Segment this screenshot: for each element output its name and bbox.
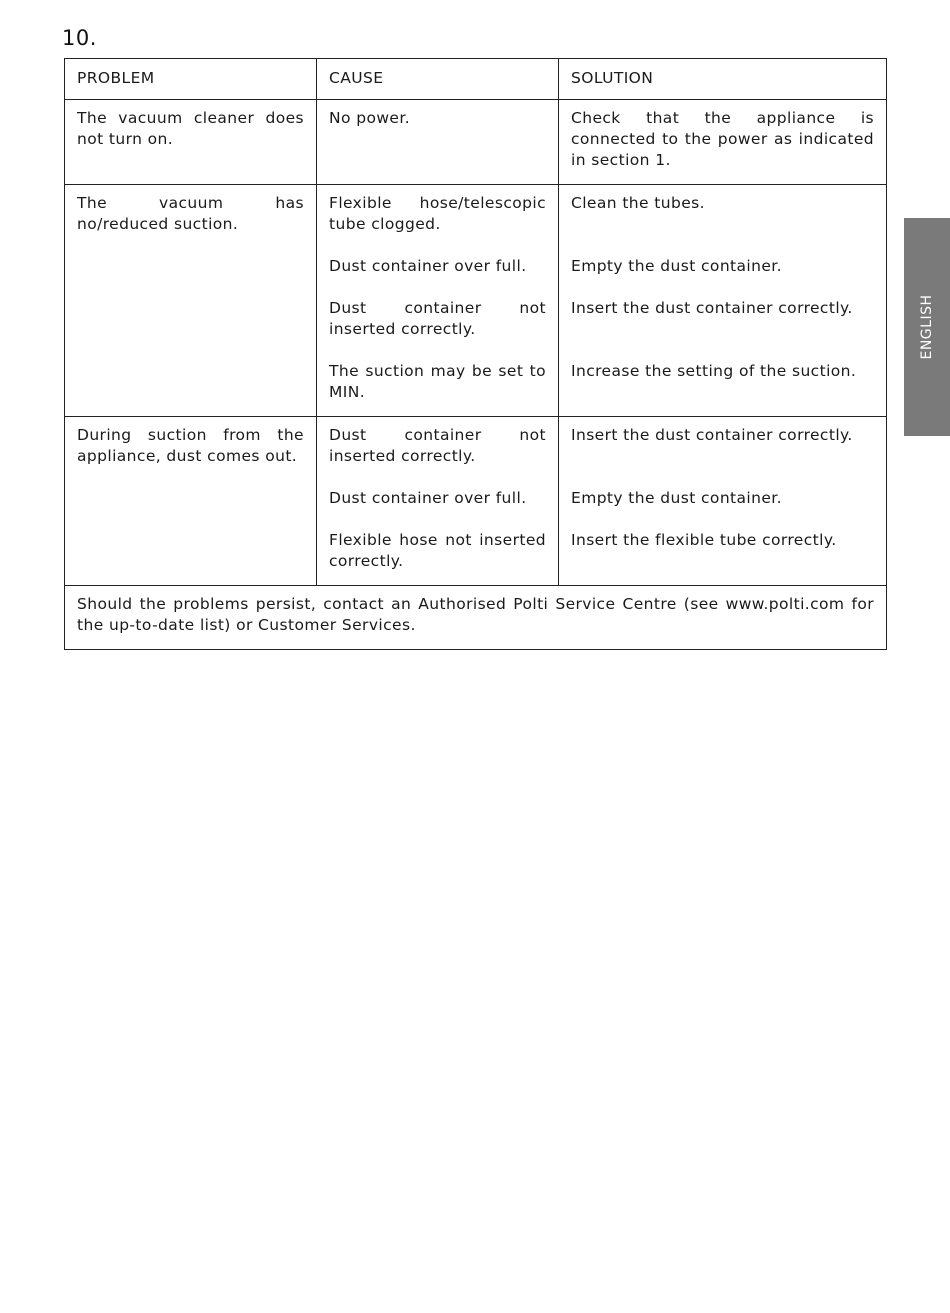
table-row [65, 100, 887, 185]
solution-item: Empty the dust container. [571, 257, 782, 275]
cause-cell [317, 100, 559, 185]
solution-item: Check that the appliance is connected to the power as indicated in section 1. [571, 109, 874, 169]
problem-text: The vacuum cleaner does not turn on. [77, 109, 304, 148]
problem-cell [65, 100, 317, 185]
problem-cell [65, 417, 317, 586]
header-problem: PROBLEM [65, 59, 317, 100]
table-footer-row [65, 586, 887, 650]
cause-item: Flexible hose/telescopic tube clogged. [329, 194, 546, 233]
table-header-row [65, 59, 887, 100]
solution-cell [559, 417, 887, 586]
problem-cell [65, 185, 317, 417]
header-solution: SOLUTION [559, 59, 887, 100]
cause-item: Flexible hose not inserted correctly. [329, 531, 546, 570]
cause-item: Dust container not inserted correctly. [329, 426, 546, 465]
solution-item: Insert the dust container correctly. [571, 299, 853, 317]
problem-text: During suction from the appliance, dust comes out. [77, 426, 304, 465]
table-row [65, 185, 887, 417]
header-cause: CAUSE [317, 59, 559, 100]
cause-item: The suction may be set to MIN. [329, 362, 546, 401]
section-number: 10. [62, 26, 97, 50]
footer-note: Should the problems persist, contact an Authorised Polti Service Centre (see www.polti.com for the up-to-date list) or Customer Services. [65, 586, 887, 650]
cause-cell [317, 185, 559, 417]
solution-cell [559, 185, 887, 417]
troubleshooting-table [64, 58, 887, 650]
solution-item: Insert the dust container correctly. [571, 426, 853, 444]
problem-text: The vacuum has no/reduced suction. [77, 194, 304, 233]
cause-item: Dust container not inserted correctly. [329, 299, 546, 338]
solution-item: Empty the dust container. [571, 489, 782, 507]
language-tab-label: ENGLISH [919, 294, 935, 360]
cause-item: No power. [329, 109, 411, 127]
language-tab [904, 218, 950, 436]
solution-cell [559, 100, 887, 185]
cause-item: Dust container over full. [329, 257, 527, 275]
cause-cell [317, 417, 559, 586]
table-row [65, 417, 887, 586]
solution-item: Insert the flexible tube correctly. [571, 531, 837, 549]
cause-item: Dust container over full. [329, 489, 527, 507]
solution-item: Clean the tubes. [571, 194, 705, 212]
solution-item: Increase the setting of the suction. [571, 362, 857, 380]
